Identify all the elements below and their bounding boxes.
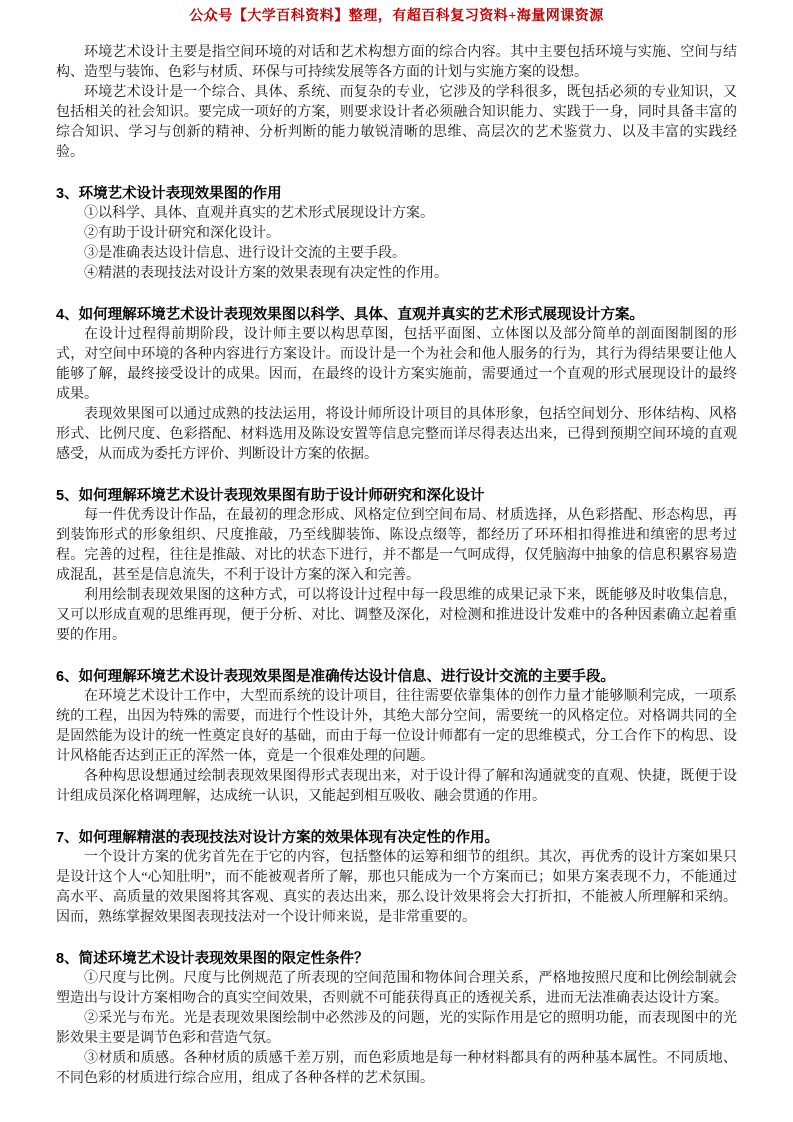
intro-paragraph: 环境艺术设计主要是指空间环境的对话和艺术构想方面的综合内容。其中主要包括环境与实施、空间与结构、造型与装饰、色彩与材质、环保与可持续发展等各方面的计划与实施方案的设想。 [56,45,737,80]
section-list-item: ②有助于设计研究和深化设计。 [84,226,280,241]
section-list-item: ③材质和质感。各种材质的质感千差万别，而色彩质地是每一种材料都具有的两种基本属性。不同质地、不同色彩的材质进行综合应用，组成了各种各样的艺术氛围。 [56,1051,737,1086]
intro-paragraph: 环境艺术设计是一个综合、具体、系统、而复杂的专业，它涉及的学科很多，既包括必须的专业知识，又包括相关的社会知识。要完成一项好的方案，则要求设计者必须融合知识能力、实践于一身，同时具备丰富的综合知识、学习与创新的精神、分析判断的能力敏锐清晰的思维、高层次的艺术鉴赏力、以及丰富的实践经验。 [56,85,737,160]
section-heading: 4、如何理解环境艺术设计表现效果图以科学、具体、直观并真实的艺术形式展现设计方案。 [56,307,645,323]
section-list-item: ③是准确表达设计信息、进行设计交流的主要手段。 [84,246,406,261]
section-paragraph: 在设计过程得前期阶段，设计师主要以构思草图，包括平面图、立体图以及部分简单的剖面图制图的形式，对空间中环境的各种内容进行方案设计。而设计是一个为社会和他人服务的行为，其行为得结果要让他人能够了解，最终接受设计的成果。因而，在最终的设计方案实施前，需要通过一个直观的形式展现设计的最终成果。 [56,327,737,402]
section-paragraph: 各种构思设想通过绘制表现效果图得形式表现出来，对于设计得了解和沟通就变的直观、快捷，既便于设计组成员深化格调理解，达成统一认识，又能起到相互吸收、融会贯通的作用。 [56,769,737,804]
section-7 [56,828,737,928]
section-list-item: ④精湛的表现技法对设计方案的效果表现有决定性的作用。 [84,266,448,281]
section-8 [56,949,737,1089]
section-4 [56,305,737,465]
section-list-item: ②采光与布光。光是表现效果图绘制中必然涉及的问题，光的实际作用是它的照明功能，而表现图中的光影效果主要是调节色彩和营造气氛。 [56,1011,737,1046]
section-3 [56,184,737,284]
section-heading: 8、简述环境艺术设计表现效果图的限定性条件？ [56,951,369,967]
section-list-item: ①以科学、具体、直观并真实的艺术形式展现设计方案。 [84,206,434,221]
section-paragraph: 表现效果图可以通过成熟的技法运用，将设计师所设计项目的具体形象，包括空间划分、形体结构、风格形式、比例尺度、色彩搭配、材料选用及陈设安置等信息完整而详尽得表达出来，已得到预期空间环境的直观感受，从而成为委托方评价、判断设计方案的依据。 [56,407,737,462]
section-6 [56,667,737,807]
section-paragraph: 一个设计方案的优劣首先在于它的内容，包括整体的运筹和细节的组织。其次，再优秀的设计方案如果只是设计这个人“心知肚明”，而不能被观者所了解，那也只能成为一个方案而已；如果方案表现不力，不能通过高水平、高质量的效果图将其客观、真实的表达出来，那么设计效果将会大打折扣，不能被人所理解和采纳。因而，熟练掌握效果图表现技法对一个设计师来说，是非常重要的。 [56,850,737,925]
section-list-item: ①尺度与比例。尺度与比例规范了所表现的空间范围和物体间合理关系，严格地按照尺度和比例绘制就会塑造出与设计方案相吻合的真实空间效果，否则就不可能获得真正的透视关系，进而无法准确表达设计方案。 [56,971,737,1006]
header-notice: 公众号【大学百科资料】整理，有超百科复习资料+海量网课资源 [189,9,604,24]
section-heading: 7、如何理解精湛的表现技法对设计方案的效果体现有决定性的作用。 [56,830,500,846]
section-heading: 3、环境艺术设计表现效果图的作用 [56,186,282,202]
document-content [56,43,737,1089]
section-paragraph: 每一件优秀设计作品，在最初的理念形成、风格定位到空间布局、材质选择，从色彩搭配、形态构思，再到装饰形式的形象组织、尺度推敲，乃至线脚装饰、陈设点缀等，都经历了环环相扣得推进和缜密的思考过程。完善的过程，往往是推敲、对比的状态下进行，并不都是一气呵成得，仅凭脑海中抽象的信息积累容易造成混乱，甚至是信息流失，不利于设计方案的深入和完善。 [56,508,737,583]
section-5 [56,486,737,646]
section-heading: 5、如何理解环境艺术设计表现效果图有助于设计师研究和深化设计 [56,488,485,504]
section-heading: 6、如何理解环境艺术设计表现效果图是准确传达设计信息、进行设计交流的主要手段。 [56,669,616,685]
section-paragraph: 利用绘制表现效果图的这种方式，可以将设计过程中每一段思维的成果记录下来，既能够及时收集信息，又可以形成直观的思维再现，便于分析、对比、调整及深化，对检测和推进设计发难中的各种因素确立起着重要的作用。 [56,588,737,643]
section-paragraph: 在环境艺术设计工作中，大型而系统的设计项目，往往需要依靠集体的创作力量才能够顺利完成，一项系统的工程，出因为特殊的需要，而进行个性设计外，其绝大部分空间，需要统一的风格定位。对格调共同的全是固然能为设计的统一性奠定良好的基础，而由于每一位设计师都有一定的思维模式，分工合作下的构思、设计风格能否达到正正的浑然一体，竟是一个很难处理的问题。 [56,689,737,764]
